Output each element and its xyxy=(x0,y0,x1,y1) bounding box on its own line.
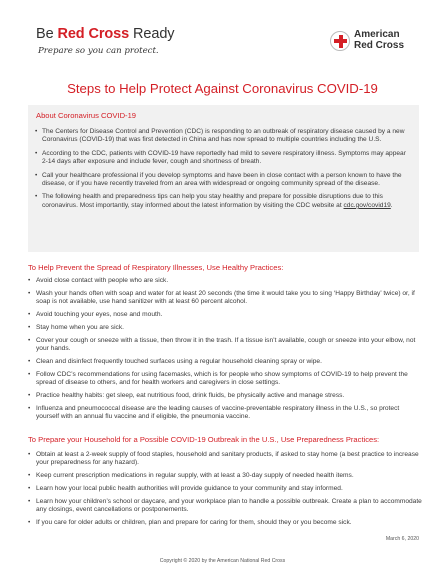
prepare-item xyxy=(28,451,423,468)
bullet-glyph: • xyxy=(28,277,31,284)
bullet-glyph: • xyxy=(28,485,31,492)
bullet-glyph: • xyxy=(28,451,31,458)
about-box xyxy=(28,105,419,252)
prevent-item-text: Cover your cough or sneeze with a tissue, then throw it in the trash. If a tissue isn’t available, cough or sneeze into your elbow, not your hands. xyxy=(36,336,416,352)
about-item xyxy=(28,150,419,167)
document-date: March 6, 2020 xyxy=(385,536,419,542)
prepare-heading: To Prepare your Household for a Possible COVID-19 Outbreak in the U.S., Use Preparedness Practices: xyxy=(28,435,380,444)
about-item-text: According to the CDC, patients with COVID-19 have reportedly had mild to severe respiratory illness. Symptoms may appear 2-14 days after exposure and include fever, cough and shortness of breath. xyxy=(42,149,406,166)
prevent-item xyxy=(28,324,423,332)
about-item xyxy=(28,128,419,145)
bullet-glyph: • xyxy=(35,193,38,201)
brand-tagline: Prepare so you can protect. xyxy=(38,46,159,56)
logo-text xyxy=(354,30,404,51)
brand-title-post: Ready xyxy=(129,26,175,42)
about-list xyxy=(28,128,419,215)
bullet-glyph: • xyxy=(28,336,31,344)
bullet-glyph: • xyxy=(28,404,31,412)
prepare-item-text: Keep current prescription medications in regular supply, with at least a 30-day supply of needed health items. xyxy=(36,472,354,480)
bullet-glyph: • xyxy=(28,497,31,505)
logo-text-line2: Red Cross xyxy=(354,39,405,51)
brand-title-pre: Be xyxy=(36,26,58,42)
bullet-glyph: • xyxy=(28,323,31,331)
american-red-cross-logo xyxy=(330,30,404,51)
prevent-item xyxy=(28,371,423,388)
prevent-item xyxy=(28,358,423,366)
prepare-item xyxy=(28,519,423,527)
bullet-glyph: • xyxy=(35,149,38,157)
prepare-list xyxy=(28,451,423,532)
prevent-heading: To Help Prevent the Spread of Respiratory Illnesses, Use Healthy Practices: xyxy=(28,263,284,272)
brand-title xyxy=(36,26,174,42)
bullet-glyph: • xyxy=(28,370,31,378)
prevent-item-text: Influenza and pneumococcal disease are the leading causes of vaccine-preventable respiratory illness in the U.S., so protect yourself with an annual flu vaccine and if eligible, the pneumonia vaccine. xyxy=(36,404,400,420)
bullet-glyph: • xyxy=(35,128,38,135)
page-title: Steps to Help Protect Against Coronavirus COVID-19 xyxy=(67,81,378,96)
prepare-item xyxy=(28,485,423,493)
about-item-text: Call your healthcare professional if you develop symptoms and have been in close contact with a person known to have the disease, or if you have recently traveled from an area with widespread or ongoing community spread of the disease. xyxy=(42,171,402,188)
bullet-glyph: • xyxy=(35,171,38,179)
red-cross-icon xyxy=(330,31,350,51)
bullet-glyph: • xyxy=(28,391,31,399)
about-item xyxy=(28,172,419,189)
prevent-item-text: Practice healthy habits: get sleep, eat nutritious food, drink fluids, be physically active and manage stress. xyxy=(36,391,345,399)
prepare-item-text: Obtain at least a 2-week supply of food staples, household and sanitary products, if asked to stay home (a best practice to increase your preparedness for any hazard). xyxy=(36,451,419,467)
about-item-text: The Centers for Disease Control and Prevention (CDC) is responding to an outbreak of respiratory disease caused by a new Coronavirus (COVID-19) that was first detected in China and has now spread to multiple countries including the U.S. xyxy=(42,128,405,144)
prevent-item xyxy=(28,337,423,354)
bullet-glyph: • xyxy=(28,357,31,365)
prevent-item xyxy=(28,392,423,400)
about-item-end: . xyxy=(390,201,393,209)
prepare-item-text: Learn how your children’s school or daycare, and your workplace plan to handle a possible outbreak. Create a plan to accommodate any closings, event cancellations or postponements. xyxy=(36,497,422,514)
prevent-item xyxy=(28,290,423,307)
prevent-item-text: Follow CDC’s recommendations for using facemasks, which is for people who show symptoms of COVID-19 to help prevent the spread of disease to others, and for health workers and caregivers in close settings. xyxy=(36,370,408,386)
bullet-glyph: • xyxy=(28,519,31,526)
copyright-footer: Copyright © 2020 by the American National Red Cross xyxy=(159,558,286,564)
about-item xyxy=(28,193,419,210)
prevent-list xyxy=(28,277,423,426)
brand-header xyxy=(36,26,174,56)
prepare-item-text: If you care for older adults or children, plan and prepare for caring for them, should they or you become sick. xyxy=(36,519,352,526)
about-item-text: The following health and preparedness tips can help you stay healthy and prepare for possible disruptions due to this coronavirus. Most importantly, stay informed about the latest information by visiting the CDC website at xyxy=(42,193,383,209)
prevent-item-text: Stay home when you are sick. xyxy=(36,323,124,331)
prepare-item xyxy=(28,498,423,515)
prevent-item-text: Wash your hands often with soap and water for at least 20 seconds (the time it would take you to sing ‘Happy Birthday’ twice) or, if soap is not available, use hand sanitizer with at least 60 percent alcohol. xyxy=(36,289,415,306)
prevent-item xyxy=(28,311,423,319)
prevent-item-text: Avoid close contact with people who are sick. xyxy=(36,277,169,284)
brand-title-red: Red Cross xyxy=(57,26,130,42)
prevent-item xyxy=(28,405,423,422)
prevent-item-text: Avoid touching your eyes, nose and mouth. xyxy=(36,311,163,318)
logo-text-line1: American xyxy=(354,29,400,40)
prevent-item xyxy=(28,277,423,285)
about-heading: About Coronavirus COVID-19 xyxy=(36,111,137,120)
cdc-link[interactable]: cdc.gov/covid19 xyxy=(343,201,391,209)
prepare-item-text: Learn how your local public health authorities will provide guidance to your community and stay informed. xyxy=(36,485,343,492)
bullet-glyph: • xyxy=(28,472,31,480)
prevent-item-text: Clean and disinfect frequently touched surfaces using a regular household cleaning spray or wipe. xyxy=(36,357,322,365)
prepare-item xyxy=(28,472,423,480)
bullet-glyph: • xyxy=(28,311,31,318)
bullet-glyph: • xyxy=(28,289,31,297)
